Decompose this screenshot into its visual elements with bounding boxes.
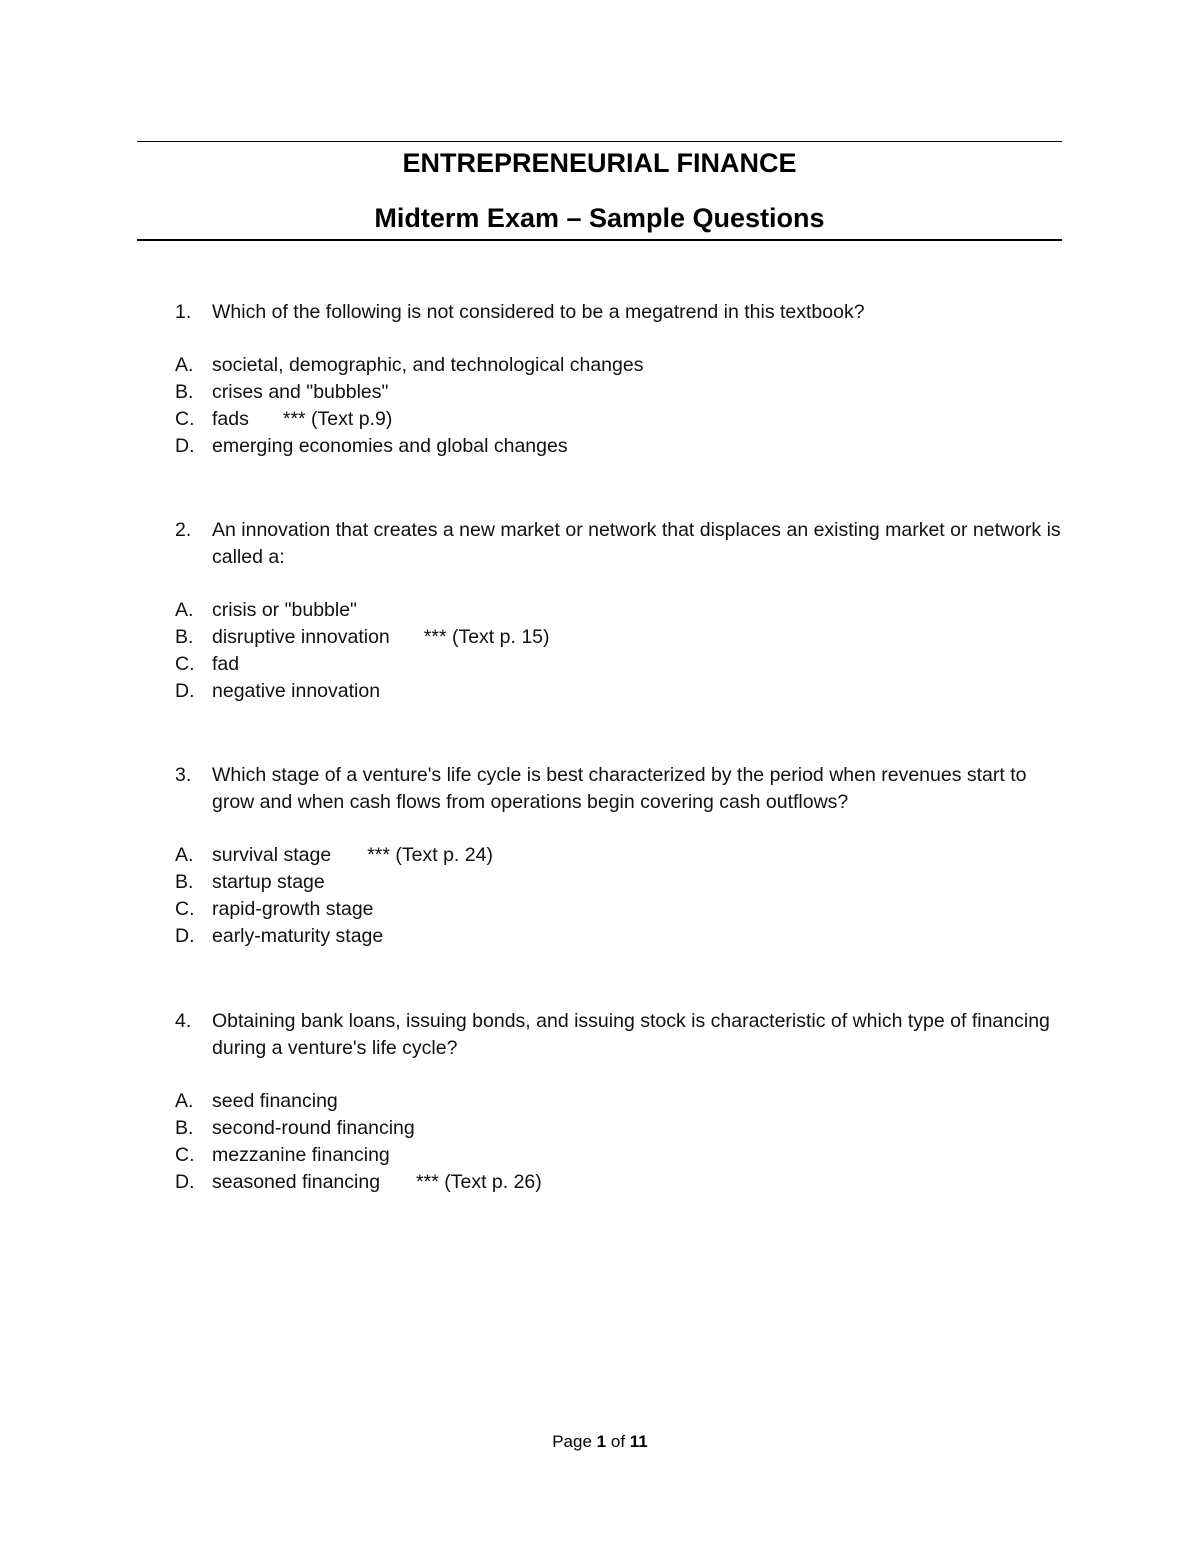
question-2 (175, 517, 1065, 705)
answer-option (175, 624, 1065, 651)
answer-options (175, 842, 1065, 950)
option-letter: D. (175, 435, 195, 457)
question-stem (175, 1008, 1065, 1062)
answer-options (175, 1088, 1065, 1196)
question-1 (175, 299, 1065, 460)
option-letter: B. (175, 381, 194, 403)
header-bottom-rule (137, 239, 1062, 241)
question-stem (175, 762, 1065, 816)
option-text: survival stage (212, 844, 332, 866)
question-stem (175, 299, 1065, 326)
option-letter: A. (175, 844, 194, 866)
option-letter: C. (175, 653, 195, 675)
question-text: An innovation that creates a new market or network that displaces an existing market or network is called a: (212, 519, 1061, 568)
question-text: Which stage of a venture's life cycle is best characterized by the period when revenues start to grow and when cash flows from operations begin covering cash outflows? (212, 764, 1027, 813)
answer-option (175, 1088, 1065, 1115)
option-letter: B. (175, 1117, 194, 1139)
option-letter: C. (175, 1144, 195, 1166)
question-number: 1. (175, 301, 192, 323)
option-text: early-maturity stage (212, 925, 384, 947)
answer-option (175, 379, 1065, 406)
question-number: 4. (175, 1010, 192, 1032)
answer-option (175, 406, 1065, 433)
option-text: fad (212, 653, 240, 675)
question-number: 3. (175, 764, 192, 786)
option-letter: C. (175, 898, 195, 920)
option-text: seasoned financing (212, 1171, 381, 1193)
answer-option (175, 842, 1065, 869)
answer-options (175, 597, 1065, 705)
answer-key-note: *** (Text p. 26) (416, 1171, 542, 1193)
answer-option (175, 1142, 1065, 1169)
option-text: emerging economies and global changes (212, 435, 568, 457)
option-text: negative innovation (212, 680, 381, 702)
option-text: crises and "bubbles" (212, 381, 389, 403)
option-text: seed financing (212, 1090, 338, 1112)
total-page-count: 11 (629, 1432, 648, 1451)
current-page-number: 1 (596, 1432, 607, 1451)
question-text: Which of the following is not considered to be a megatrend in this textbook? (212, 301, 865, 323)
option-letter: D. (175, 680, 195, 702)
question-3 (175, 762, 1065, 950)
answer-option (175, 433, 1065, 460)
answer-options (175, 352, 1065, 460)
option-letter: B. (175, 871, 194, 893)
of-label: of (610, 1432, 626, 1451)
option-letter: B. (175, 626, 194, 648)
question-stem (175, 517, 1065, 571)
option-letter: D. (175, 925, 195, 947)
option-text: rapid-growth stage (212, 898, 374, 920)
document-title: ENTREPRENEURIAL FINANCE (402, 148, 797, 178)
option-text: mezzanine financing (212, 1144, 390, 1166)
page-footer (0, 1432, 1200, 1452)
answer-option (175, 923, 1065, 950)
option-text: societal, demographic, and technological changes (212, 354, 644, 376)
answer-option (175, 896, 1065, 923)
answer-key-note: *** (Text p. 24) (367, 844, 493, 866)
document-subtitle: Midterm Exam – Sample Questions (374, 203, 825, 233)
answer-option (175, 869, 1065, 896)
option-letter: C. (175, 408, 195, 430)
answer-option (175, 597, 1065, 624)
option-letter: A. (175, 1090, 194, 1112)
option-text: disruptive innovation (212, 626, 390, 648)
answer-option (175, 352, 1065, 379)
page-label: Page (552, 1432, 592, 1451)
header-top-rule (137, 141, 1062, 142)
option-letter: D. (175, 1171, 195, 1193)
option-letter: A. (175, 354, 194, 376)
answer-option (175, 678, 1065, 705)
question-text: Obtaining bank loans, issuing bonds, and issuing stock is characteristic of which type of financing during a venture's life cycle? (212, 1010, 1050, 1059)
option-text: fads (212, 408, 249, 430)
question-4 (175, 1008, 1065, 1196)
answer-key-note: *** (Text p. 15) (423, 626, 550, 648)
answer-key-note: *** (Text p.9) (282, 408, 393, 430)
option-letter: A. (175, 599, 194, 621)
option-text: startup stage (212, 871, 325, 893)
answer-option (175, 1169, 1065, 1196)
question-number: 2. (175, 519, 192, 541)
option-text: second-round financing (212, 1117, 415, 1139)
answer-option (175, 1115, 1065, 1142)
option-text: crisis or "bubble" (212, 599, 357, 621)
answer-option (175, 651, 1065, 678)
